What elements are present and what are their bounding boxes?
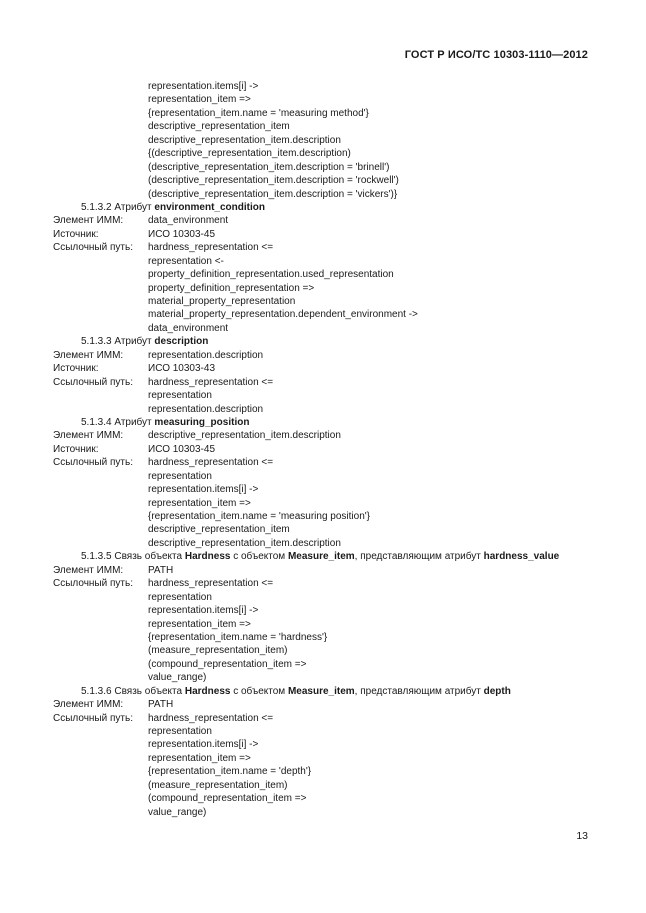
- path-line: (measure_representation_item): [148, 645, 288, 657]
- path-line: value_range): [148, 672, 207, 684]
- path-row: Ссылочный путь: hardness_representation <=: [53, 457, 274, 469]
- path-line: material_property_representation: [148, 296, 296, 307]
- path-line: representation.items[i] ->: [148, 484, 259, 496]
- path-line: descriptive_representation_item: [148, 524, 290, 536]
- path-row: Ссылочный путь: hardness_representation <=: [53, 712, 274, 724]
- path-line: property_definition_representation.used_representation: [148, 269, 394, 281]
- path-line: {representation_item.name = 'measuring method'}: [148, 107, 369, 119]
- path-line: representation: [148, 470, 212, 482]
- path-line: (descriptive_representation_item.description = 'brinell'): [148, 161, 390, 173]
- path-row: Ссылочный путь: hardness_representation <=: [53, 376, 274, 388]
- path-line: representation_item =>: [148, 752, 251, 764]
- path-line: value_range): [148, 806, 207, 818]
- path-line: descriptive_representation_item.description: [148, 537, 341, 549]
- path-line: property_definition_representation =>: [148, 282, 315, 294]
- path-line: representation.items[i] ->: [148, 81, 259, 92]
- section-heading-5136: 5.1.3.6 Связь объекта Hardness с объектом Measure_item, представляющим атрибут depth: [81, 685, 511, 697]
- path-line: representation: [148, 726, 212, 737]
- document-header: ГОСТ Р ИСО/ТС 10303-1110—2012: [404, 49, 588, 61]
- section-heading-5132: 5.1.3.2 Атрибут environment_condition: [81, 201, 265, 213]
- element-row: Элемент ИММ: PATH: [53, 564, 174, 576]
- path-line: representation.items[i] ->: [148, 605, 259, 617]
- source-row: Источник: ИСО 10303-43: [53, 363, 216, 375]
- path-line: descriptive_representation_item: [148, 121, 290, 133]
- path-line: (compound_representation_item =>: [148, 793, 307, 805]
- path-row: Ссылочный путь: hardness_representation <=: [53, 242, 274, 254]
- element-row: Элемент ИММ: descriptive_representation_item.description: [53, 430, 341, 442]
- path-line: representation: [148, 591, 212, 603]
- path-line: representation.description: [148, 403, 264, 415]
- path-line: data_environment: [148, 322, 229, 334]
- path-line: representation_item =>: [148, 497, 251, 509]
- path-line: {representation_item.name = 'depth'}: [148, 766, 312, 778]
- path-line: (descriptive_representation_item.description = 'rockwell'): [148, 175, 399, 187]
- path-row: Ссылочный путь: hardness_representation <=: [53, 578, 274, 590]
- path-line: representation <-: [148, 255, 224, 267]
- element-row: Элемент ИММ: data_environment: [53, 215, 229, 227]
- path-line: representation: [148, 390, 212, 402]
- path-line: (measure_representation_item): [148, 779, 288, 791]
- element-row: Элемент ИММ: representation.description: [53, 349, 264, 361]
- path-line: material_property_representation.dependent_environment ->: [148, 309, 418, 321]
- page-number: 13: [576, 830, 588, 842]
- path-line: {representation_item.name = 'hardness'}: [148, 631, 328, 643]
- section-heading-5134: 5.1.3.4 Атрибут measuring_position: [81, 416, 250, 428]
- document-body: [0, 80, 646, 819]
- element-row: Элемент ИММ: PATH: [53, 699, 174, 711]
- source-row: Источник: ИСО 10303-45: [53, 443, 216, 455]
- section-heading-5135: 5.1.3.5 Связь объекта Hardness с объектом Measure_item, представляющим атрибут hardness_value: [81, 551, 560, 563]
- path-line: (compound_representation_item =>: [148, 658, 307, 670]
- source-row: Источник: ИСО 10303-45: [53, 228, 216, 240]
- path-line: representation_item =>: [148, 618, 251, 630]
- path-line: representation_item =>: [148, 94, 251, 106]
- path-line: {(descriptive_representation_item.description): [148, 148, 351, 160]
- path-line: {representation_item.name = 'measuring position'}: [148, 511, 371, 522]
- section-heading-5133: 5.1.3.3 Атрибут description: [81, 336, 209, 348]
- path-line: (descriptive_representation_item.description = 'vickers')}: [148, 188, 398, 200]
- path-line: descriptive_representation_item.description: [148, 134, 341, 146]
- path-line: representation.items[i] ->: [148, 739, 259, 751]
